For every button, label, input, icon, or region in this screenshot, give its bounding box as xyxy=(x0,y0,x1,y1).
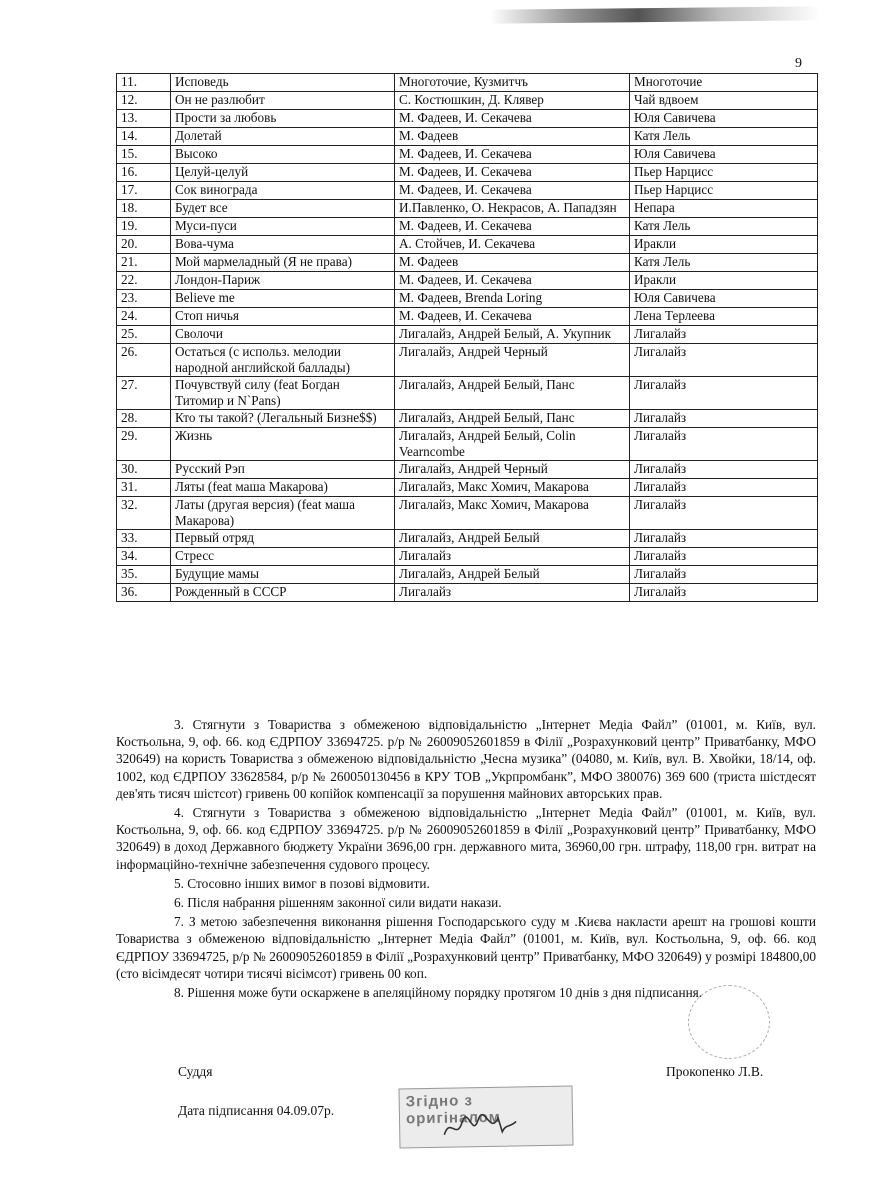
row-number: 14. xyxy=(117,128,171,146)
song-title: Целуй-целуй xyxy=(171,164,395,182)
table-row xyxy=(117,308,818,326)
song-performer: Юля Савичева xyxy=(630,110,818,128)
copy-certification-stamp xyxy=(398,1085,573,1148)
song-authors: М. Фадеев, И. Секачева xyxy=(395,164,630,182)
song-title: Мой мармеладный (Я не права) xyxy=(171,254,395,272)
song-authors: Лигалайз, Андрей Белый xyxy=(395,530,630,548)
song-performer: Лигалайз xyxy=(630,344,818,377)
song-authors: М. Фадеев, И. Секачева xyxy=(395,110,630,128)
song-performer: Непара xyxy=(630,200,818,218)
song-authors: Лигалайз, Андрей Белый, Панс xyxy=(395,410,630,428)
signing-date: Дата підписання 04.09.07р. xyxy=(178,1103,335,1118)
song-authors: А. Стойчев, И. Секачева xyxy=(395,236,630,254)
song-performer: Катя Лель xyxy=(630,128,818,146)
song-title: Русский Рэп xyxy=(171,461,395,479)
song-title: Прости за любовь xyxy=(171,110,395,128)
judge-name: Прокопенко Л.В. xyxy=(666,1064,764,1079)
song-authors: М. Фадеев, Brenda Loring xyxy=(395,290,630,308)
song-authors: Лигалайз, Макс Хомич, Макарова xyxy=(395,497,630,530)
song-title: Стоп ничья xyxy=(171,308,395,326)
table-row xyxy=(117,326,818,344)
row-number: 11. xyxy=(117,74,171,92)
song-performer: Катя Лель xyxy=(630,254,818,272)
table-row xyxy=(117,164,818,182)
row-number: 12. xyxy=(117,92,171,110)
table-row xyxy=(117,584,818,602)
table-row xyxy=(117,428,818,461)
song-performer: Лигалайз xyxy=(630,479,818,497)
paragraph-5: 5. Стосовно інших вимог в позові відмовити. xyxy=(174,875,430,891)
row-number: 15. xyxy=(117,146,171,164)
song-title: Вова-чума xyxy=(171,236,395,254)
table-row xyxy=(117,92,818,110)
row-number: 20. xyxy=(117,236,171,254)
paragraph-3: 3. Стягнути з Товариства з обмеженою відповідальністю „Інтернет Медіа Файл” (01001, м. Київ, вул. Костьольна, 9, оф. 66. код ЄДРПОУ 33694725. р/р № 26009052601859 в Філії „Розрахунковий центр” Приватбанку, МФО 320649) на користь Товариства з обмеженою відповідальністю „Чесна музика” (04080, м. Київ, вул. В. Хвойки, 18/14, оф. 1002, код ЄДРПОУ 33628584, р/р № 260050130456 в КРУ ТОВ „Укрпромбанк”, МФО 380076) 369 600 (триста шістдесят дев'ять тисяч шістсот) гривень 00 копійок компенсації за порушення майнових авторських прав. xyxy=(116,717,816,801)
song-authors: Многоточие, Кузмитчъ xyxy=(395,74,630,92)
paragraph-4: 4. Стягнути з Товариства з обмеженою відповідальністю „Інтернет Медіа Файл” (01001, м. Київ, вул. Костьольна, 9, оф. 66. код ЄДРПОУ 33694725. р/р № 26009052601859 в Філії „Розрахунковий центр” Приватбанку, МФО 320649) в доход Державного бюджету України 3696,00 грн. державного мита, 36960,00 грн. штрафу, 118,00 грн. витрат на інформаційно-технічне забезпечення судового процесу. xyxy=(116,805,816,872)
song-authors: Лигалайз, Андрей Черный xyxy=(395,461,630,479)
row-number: 24. xyxy=(117,308,171,326)
song-title: Долетай xyxy=(171,128,395,146)
song-title: Почувствуй силу (feat Богдан Титомир и N`Pans) xyxy=(171,377,395,410)
row-number: 35. xyxy=(117,566,171,584)
row-number: 34. xyxy=(117,548,171,566)
row-number: 33. xyxy=(117,530,171,548)
song-performer: Лигалайз xyxy=(630,497,818,530)
table-row xyxy=(117,461,818,479)
song-performer: Катя Лель xyxy=(630,218,818,236)
table-row xyxy=(117,218,818,236)
table-row xyxy=(117,74,818,92)
table-row xyxy=(117,410,818,428)
song-performer: Лигалайз xyxy=(630,326,818,344)
song-performer: Лена Терлеева xyxy=(630,308,818,326)
row-number: 21. xyxy=(117,254,171,272)
song-performer: Лигалайз xyxy=(630,584,818,602)
table-row xyxy=(117,479,818,497)
song-title: Рожденный в СССР xyxy=(171,584,395,602)
song-performer: Лигалайз xyxy=(630,548,818,566)
row-number: 18. xyxy=(117,200,171,218)
song-authors: Лигалайз, Андрей Черный xyxy=(395,344,630,377)
song-authors: Лигалайз xyxy=(395,584,630,602)
song-authors: М. Фадеев, И. Секачева xyxy=(395,272,630,290)
song-authors: М. Фадеев, И. Секачева xyxy=(395,308,630,326)
song-title: Стресс xyxy=(171,548,395,566)
row-number: 32. xyxy=(117,497,171,530)
song-authors: М. Фадеев, И. Секачева xyxy=(395,182,630,200)
song-title: Ляты (feat маша Макарова) xyxy=(171,479,395,497)
song-authors: М. Фадеев xyxy=(395,254,630,272)
song-title: Латы (другая версия) (feat маша Макарова) xyxy=(171,497,395,530)
row-number: 26. xyxy=(117,344,171,377)
song-performer: Лигалайз xyxy=(630,377,818,410)
song-title: Believe me xyxy=(171,290,395,308)
row-number: 30. xyxy=(117,461,171,479)
song-title: Муси-пуси xyxy=(171,218,395,236)
scan-artifact xyxy=(490,6,820,23)
paragraph-6: 6. Після набрання рішенням законної сили видати накази. xyxy=(174,895,502,911)
song-authors: Лигалайз, Андрей Белый, Colin Vearncombe xyxy=(395,428,630,461)
song-performer: Многоточие xyxy=(630,74,818,92)
row-number: 17. xyxy=(117,182,171,200)
song-title: Первый отряд xyxy=(171,530,395,548)
song-authors: Лигалайз, Андрей Белый, А. Укупник xyxy=(395,326,630,344)
table-row xyxy=(117,290,818,308)
table-row xyxy=(117,200,818,218)
table-row xyxy=(117,497,818,530)
song-performer: Юля Савичева xyxy=(630,146,818,164)
songs-table xyxy=(116,73,818,602)
row-number: 27. xyxy=(117,377,171,410)
row-number: 29. xyxy=(117,428,171,461)
table-row xyxy=(117,272,818,290)
row-number: 25. xyxy=(117,326,171,344)
song-authors: М. Фадеев, И. Секачева xyxy=(395,218,630,236)
table-row xyxy=(117,344,818,377)
song-performer: Иракли xyxy=(630,236,818,254)
song-authors: С. Костюшкин, Д. Клявер xyxy=(395,92,630,110)
song-title: Сок винограда xyxy=(171,182,395,200)
song-title: Остаться (с использ. мелодии народной английской баллады) xyxy=(171,344,395,377)
song-title: Высоко xyxy=(171,146,395,164)
row-number: 19. xyxy=(117,218,171,236)
song-performer: Иракли xyxy=(630,272,818,290)
row-number: 36. xyxy=(117,584,171,602)
table-row xyxy=(117,548,818,566)
song-authors: Лигалайз xyxy=(395,548,630,566)
song-title: Кто ты такой? (Легальный Бизне$$) xyxy=(171,410,395,428)
song-title: Лондон-Париж xyxy=(171,272,395,290)
song-authors: М. Фадеев, И. Секачева xyxy=(395,146,630,164)
paragraph-7: 7. З метою забезпечення виконання рішення Господарського суду м .Києва накласти арешт на грошові кошти Товариства з обмеженою відповідальністю „Інтернет Медіа Файл” (01001, м. Київ, вул. Костьольна, 9, оф. 66. код ЄДРПОУ 33694725, р/р № 26009052601859 в Філії „Розрахунковий центр” Приватбанку, МФО 320649) у розмірі 184800,00 (сто вісімдесят чотири тисячі вісімсот) гривень 00 коп. xyxy=(116,914,816,981)
song-performer: Лигалайз xyxy=(630,428,818,461)
song-authors: И.Павленко, О. Некрасов, А. Пападзян xyxy=(395,200,630,218)
song-title: Сволочи xyxy=(171,326,395,344)
handwritten-signature-icon xyxy=(440,1109,521,1142)
table-row xyxy=(117,110,818,128)
song-authors: М. Фадеев xyxy=(395,128,630,146)
table-row xyxy=(117,254,818,272)
song-performer: Пьер Нарцисс xyxy=(630,182,818,200)
table-row xyxy=(117,182,818,200)
row-number: 13. xyxy=(117,110,171,128)
table-row xyxy=(117,128,818,146)
judge-label: Суддя xyxy=(178,1064,213,1079)
table-row xyxy=(117,566,818,584)
song-title: Жизнь xyxy=(171,428,395,461)
table-row xyxy=(117,530,818,548)
song-performer: Юля Савичева xyxy=(630,290,818,308)
song-title: Он не разлюбит xyxy=(171,92,395,110)
song-performer: Пьер Нарцисс xyxy=(630,164,818,182)
row-number: 22. xyxy=(117,272,171,290)
row-number: 23. xyxy=(117,290,171,308)
song-title: Исповедь xyxy=(171,74,395,92)
song-performer: Лигалайз xyxy=(630,566,818,584)
song-performer: Лигалайз xyxy=(630,410,818,428)
row-number: 31. xyxy=(117,479,171,497)
table-row xyxy=(117,236,818,254)
table-row xyxy=(117,377,818,410)
table-row xyxy=(117,146,818,164)
row-number: 28. xyxy=(117,410,171,428)
page-number: 9 xyxy=(795,56,802,71)
court-seal xyxy=(688,985,770,1059)
paragraph-8: 8. Рішення може бути оскаржене в апеляційному порядку протягом 10 днів з дня підписання. xyxy=(174,985,703,1001)
decision-body xyxy=(116,716,816,1003)
row-number: 16. xyxy=(117,164,171,182)
song-authors: Лигалайз, Андрей Белый xyxy=(395,566,630,584)
song-performer: Лигалайз xyxy=(630,461,818,479)
song-title: Будущие мамы xyxy=(171,566,395,584)
song-performer: Лигалайз xyxy=(630,530,818,548)
song-authors: Лигалайз, Андрей Белый, Панс xyxy=(395,377,630,410)
stamp-text: Згідно з оригіналом xyxy=(405,1092,501,1128)
song-title: Будет все xyxy=(171,200,395,218)
song-performer: Чай вдвоем xyxy=(630,92,818,110)
song-authors: Лигалайз, Макс Хомич, Макарова xyxy=(395,479,630,497)
songs-table-body xyxy=(117,74,818,602)
